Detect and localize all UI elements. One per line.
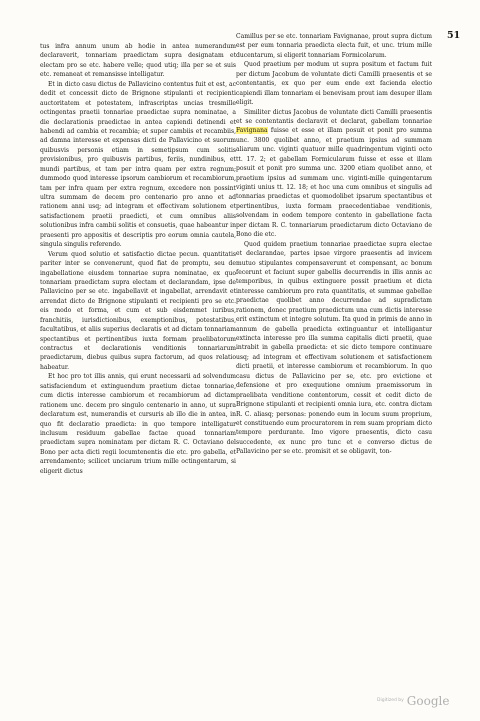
right-paragraph: [236, 32, 432, 60]
digitization-watermark: [377, 690, 449, 709]
right-paragraph: [236, 108, 432, 240]
right-paragraph: [236, 240, 432, 457]
paragraph-text: Quod praetium per modum ut supra positum et factum fuit per dictum Jacobum de voluntate dicti Camilli praesentis et se contentantis, ex quo per eum ende ext facienda electio capiendi illam tonnariam ei benevisam prout iam desuper illam eligit.: [236, 61, 432, 107]
paragraph-text: Quod quidem praetium tonnariae praedictae supra electae et declarandae, partes ipsae virgore praesentis ad invicem mutuo stipulantes compensaverunt et compensant, ac bonum fecerunt et faciunt super gabellis decurrendis in illis annis ac temporibus, in quibus extinguere possit praetium et dicta interesse cambiorum pro rata quantitatis, et summae gabellae praedictae quolibet anno decurrendae ad supradictam rationem, donec praetium praedictum una cum dictis interesse erit extinctum et integre solutum. Ita quod in primis de anno in annum de gabella praedicta extinguantur et intelligantur extincta interesse pro illa summa capitalis dicti praetii, quae intrabit in gabella praedicta: et sic dicto tempore continuare usq; ad integram et effectivam solutionem et satisfactionem dicti praetii, et interesse cambiorum et recambiorum. In quo casu dictus de Pallavicino per se, etc. pro evictione et defensione et pro exequutione omnium praemissorum in praelibata venditione contentorum, cessit et cedit dicto de Brignone stipulanti et recipienti omnia iura, etc. contra dictam R. C. aliasq; personas: ponendo eum in locum suum proprium, et constituendo eum procuratorem in rem suam propriam dicto tempore perdurante. Imo vigore praesentis, dicto casu succedente, ex nunc pro tunc et e converso dictus de Pallavicino per se etc. promisit et se obligavit, ton-: [236, 240, 432, 456]
left-paragraph: Et hoc pro tot illis annis, qui erunt necessarii ad solvendum satisfaciendum et extinguendum praetium dictae tonnariae, cum dictis interesse cambiorum et recambiorum ad dictam rationem unc. decem pro singulo centenario in anno, ut supra declaratum est, numerandis et cursuris ab illo die in antea, in quo fit declaratio praedicta: in quo tempore intelligatur inclusum residuum gabellae factae quoad tonnariam praedictam supra nominatam per dictam R. C. Octaviano del Bono per acta dicti regii locumtenentis die etc. pro gabella, et arrendamento; scilicet unciarum trium mille octingentarum, si eligerit dictus: [40, 373, 236, 475]
left-column: [40, 42, 236, 682]
google-logo: Google: [406, 694, 450, 708]
left-paragraph: tus infra annum unum ab hodie in antea numerandum declaraverit, tonnariam praedictam supra designatam et electam pro se etc. habere velle; quod utiq; illa per se et suis etc. remaneat et remansisse intelligatur.: [40, 43, 236, 79]
paragraph-text: Similiter dictus Jacobus de voluntate dicti Camilli praesentis et se contentantis declaravit et declarat, gabellam tonnariae: [236, 108, 432, 125]
right-paragraph: [236, 60, 432, 107]
left-paragraph: Verum quod solutio et satisfactio dictae pecun. quantitatis pariter inter se convenerunt, quod fiat de promptu, seu de ingabellatione eiusdem tonnariae supra nominatae, ex quo tonnariam praedictam supra electam et declarandam, ipse de Pallavicino per se etc. ingabellavit et ingabellat, arrendavit et arrendat dicto de Brignone stipulanti et recipienti pro se etc. eis modo et forma, et cum et sub eisdemmet iuribus, franchitiis, iurisdictionibus, exemptionibus, potestatibus, facultatibus, et aliis superius declaratis et ad dictam tonnariam spectantibus et pertinentibus iuxta formam praelibatorum contractus et declarationis venditionis tonnariarum praedictarum, diebus quibus supra factorum, ad quos relatio habeatur.: [40, 250, 236, 371]
left-paragraph: Et in dicto casu dictus de Pallavicino contentus fuit et est, ac dedit et concessit dicto de Brignone stipulanti et recipienti auctoritatem et potestatem, infrascriptas uncias tresmille octingentas praetii tonnariae praedictae supra nominatae, a die declarationis praedictae in antea capiendi detinendi et habendi ad cambia et recambia; et super cambiis et recambiis, ad damna interesse et expensas dicti de Pallavicino et suorum quibusvis personis etiam in semetipsum cum solitis provisionibus, pro quibusvis partibus, feriis, nundinibus, et mundi partibus, et tam per intra quam per extra regnum; dummodo quod interesse ipsorum cambiorum et recambiorum, tam per infra quam per extra regnum, excedere non possint ultra summam de decem pro centenario pro anno et ad rationem anni usq; ad integram et effectivam solutionem et satisfactionem praetii praedicti, et cum omnibus aliis solutionibus infra cambii solitis et consuetis, quae habeantur in praesenti pro appositis et descriptis pro eorum omnia cautela, singula singulis referendo.: [40, 80, 236, 249]
page-number: 51: [447, 30, 461, 41]
right-column: [236, 32, 432, 682]
highlighted-term: Favignana: [236, 127, 268, 135]
paragraph-text: Camillus per se etc. tonnariam Favignanae, prout supra dictum est per eum tonnaria praedicta electa fuit, et unc. trium mille ducentarum, si eligerit tonnariam Formicolarum.: [236, 33, 432, 59]
paragraph-text: fuisse et esse et illam posuit et ponit pro summa unc. 3800 quolibet anno, et praetium ipsius ad summam aliarum unc. viginti quatuor mille quadringentum viginti octo tt. 17. 2; et gabellam Formicularum fuisse et esse et illam posuit et ponit pro summa unc. 3200 etiam quolibet anno, et praetium ipsius ad summam unc. viginti-mille quingentarum viginti unius tt. 12. 18; et hoc una cum omnibus et singulis ad tonnarias praedictas et quomodolibet ipsarum spectantibus et pertinentibus, iuxta formam praecedentiabae venditionis, solvendam in eodem tempore contento in gabellatione facta per dictam R. C. tonnariarum praedictarum dicto Octaviano de Bono die etc.: [236, 127, 432, 239]
watermark-caption: Digitized by: [377, 698, 404, 703]
